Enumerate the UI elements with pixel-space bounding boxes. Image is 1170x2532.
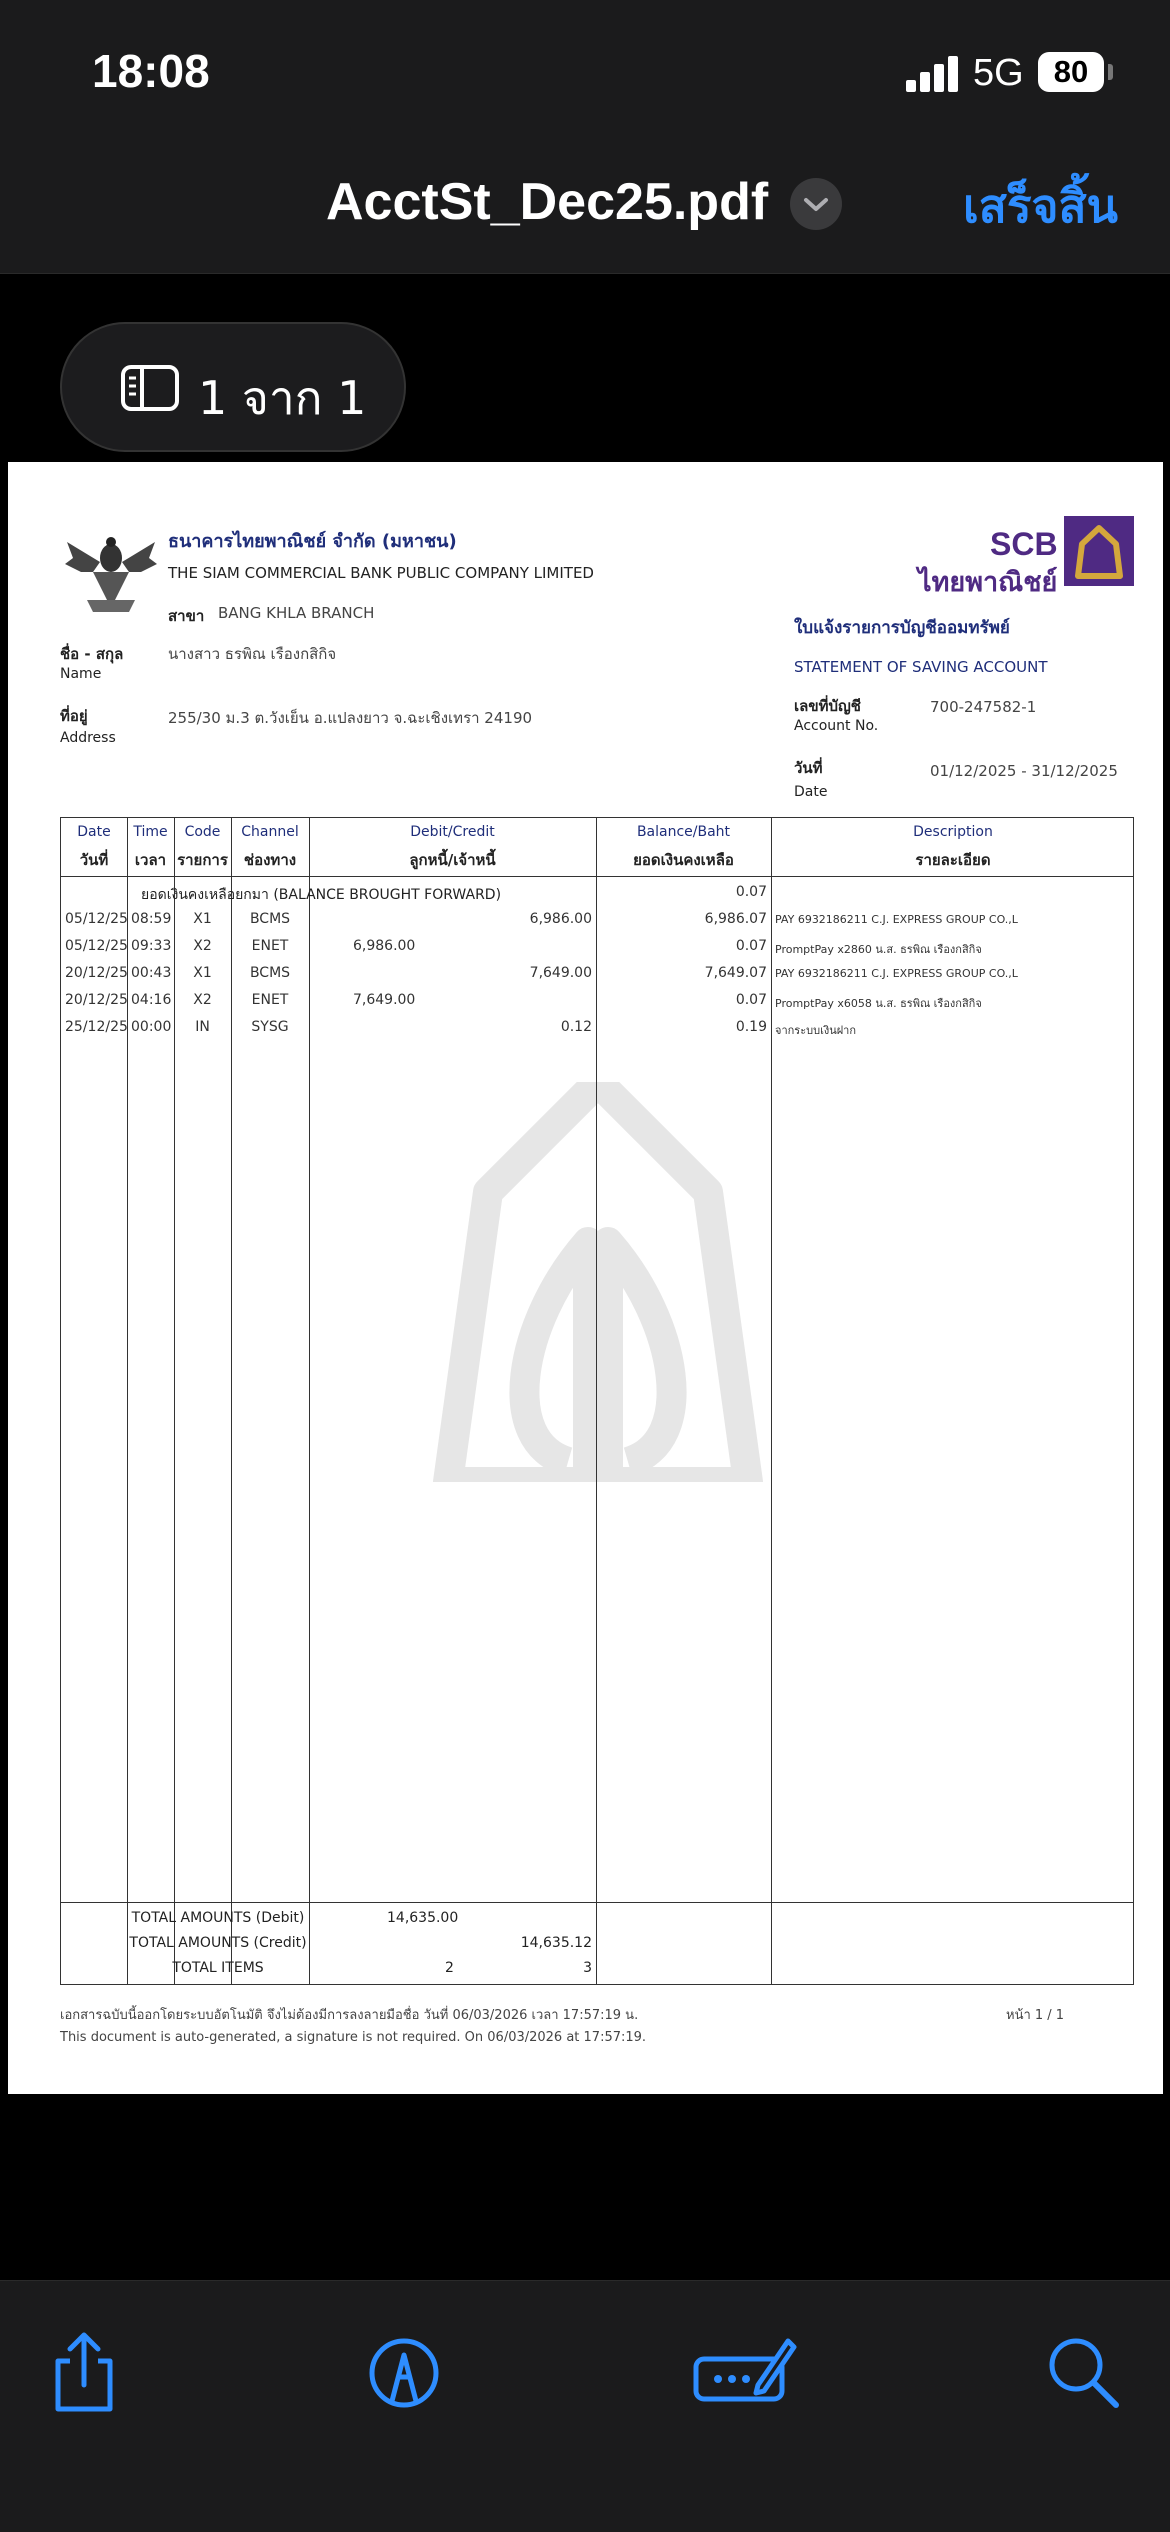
battery-icon: 80 [1038,52,1104,92]
col-header-date-th: วันที่ [79,851,109,869]
row-date: 20/12/25 [65,992,128,1008]
status-bar [0,0,1170,130]
row-date: 05/12/25 [65,938,128,954]
row-description: PAY 6932186211 C.J. EXPRESS GROUP CO.,L [775,967,1018,980]
date-label-th: วันที่ [794,759,823,777]
name-value: นางสาว ธรพิณ เรืองกสิกิจ [168,645,337,663]
col-header-channel-th: ช่องทาง [243,851,297,869]
total-items-credit: 3 [583,1960,592,1976]
row-channel: ENET [251,938,289,954]
row-credit: 0.12 [560,1019,592,1035]
scb-logo-text: SCB [990,526,1058,562]
row-date: 20/12/25 [65,965,128,981]
col-header-code: Code [184,824,221,840]
bank-name-en: THE SIAM COMMERCIAL BANK PUBLIC COMPANY LIMITED [168,564,594,582]
scb-logo-icon [1064,516,1134,586]
garuda-emblem-icon [63,528,159,616]
row-time: 09:33 [131,938,172,954]
total-credit-label: TOTAL AMOUNTS (Credit) [129,1935,307,1951]
account-label-th: เลขที่บัญชี [794,697,861,715]
col-header-channel: Channel [241,824,299,840]
total-debit-label: TOTAL AMOUNTS (Debit) [131,1910,305,1926]
row-date: 05/12/25 [65,911,128,927]
account-number: 700-247582-1 [930,698,1037,716]
scb-logo-text-th: ไทยพาณิชย์ [918,567,1058,598]
total-items-debit: 2 [445,1960,454,1976]
pdf-page [8,462,1163,2094]
sidebar-icon [120,364,180,412]
statement-title-en: STATEMENT OF SAVING ACCOUNT [794,658,1048,676]
status-time: 18:08 [92,45,210,97]
footer-note-th: เอกสารฉบับนี้ออกโดยระบบอัตโนมัติ จึงไม่ต้องมีการลงลายมือชื่อ วันที่ 06/03/2026 เวลา 17:57:19 น. [60,2008,639,2023]
branch-label: สาขา [168,607,205,625]
row-balance: 7,649.07 [704,965,767,981]
row-time: 08:59 [131,911,172,927]
chevron-down-icon[interactable] [790,178,842,230]
brought-forward-label: ยอดเงินคงเหลือยกมา (BALANCE BROUGHT FORWARD) [141,887,502,903]
row-time: 00:00 [131,1019,172,1035]
total-debit-value: 14,635.00 [387,1910,459,1926]
battery-cap [1108,64,1113,80]
row-channel: BCMS [249,965,291,981]
row-time: 00:43 [131,965,172,981]
document-title[interactable]: AcctSt_Dec25.pdf [326,173,769,231]
done-button[interactable]: เสร็จสิ้น [963,179,1118,233]
col-header-balance: Balance/Baht [636,824,731,840]
row-debit: 6,986.00 [353,938,416,954]
page-number: หน้า 1 / 1 [1006,2008,1065,2023]
bottom-toolbar [0,2280,1170,2532]
row-code: X2 [193,938,212,954]
row-date: 25/12/25 [65,1019,128,1035]
name-label-th: ชื่อ - สกุล [60,645,124,663]
cellular-signal-icon [906,54,960,92]
share-icon[interactable] [36,2325,132,2421]
col-header-description-th: รายละเอียด [915,851,991,869]
row-balance: 0.19 [735,1019,767,1035]
row-balance: 6,986.07 [704,911,767,927]
row-code: X2 [193,992,212,1008]
statement-period: 01/12/2025 - 31/12/2025 [930,762,1118,780]
markup-icon[interactable] [356,2325,452,2421]
row-code: IN [195,1019,210,1035]
network-type: 5G [973,52,1024,94]
footer-note-en: This document is auto-generated, a signature is not required. On 06/03/2026 at 17:57:19. [60,2030,647,2045]
row-code: X1 [193,911,212,927]
row-debit: 7,649.00 [353,992,416,1008]
account-label-en: Account No. [794,718,879,734]
col-header-time: Time [133,824,168,840]
total-items-label: TOTAL ITEMS [172,1960,264,1976]
col-header-code-th: รายการ [177,851,228,869]
nav-bar [0,130,1170,274]
col-header-description: Description [913,824,993,840]
col-header-debit-credit: Debit/Credit [410,824,495,840]
col-header-balance-th: ยอดเงินคงเหลือ [633,851,734,869]
search-icon[interactable] [1036,2325,1132,2421]
row-balance: 0.07 [735,938,767,954]
row-description: PromptPay x6058 น.ส. ธรพิณ เรืองกสิกิจ [775,997,982,1010]
row-credit: 6,986.00 [529,911,592,927]
row-balance: 0.07 [735,992,767,1008]
bank-name-th: ธนาคารไทยพาณิชย์ จำกัด (มหาชน) [168,531,457,552]
date-label-en: Date [794,784,828,800]
address-label-en: Address [60,730,116,746]
row-code: X1 [193,965,212,981]
row-description: PromptPay x2860 น.ส. ธรพิณ เรืองกสิกิจ [775,943,982,956]
row-channel: BCMS [249,911,291,927]
row-time: 04:16 [131,992,172,1008]
col-header-debit-credit-th: ลูกหนี้/เจ้าหนี้ [409,851,496,869]
col-header-time-th: เวลา [134,851,167,869]
col-header-date: Date [77,824,111,840]
brought-forward-balance: 0.07 [735,884,767,900]
row-channel: ENET [251,992,289,1008]
row-description: PAY 6932186211 C.J. EXPRESS GROUP CO.,L [775,913,1018,926]
signature-icon[interactable] [690,2325,800,2421]
statement-title-th: ใบแจ้งรายการบัญชีออมทรัพย์ [794,618,1010,638]
row-credit: 7,649.00 [529,965,592,981]
row-channel: SYSG [251,1019,289,1035]
page-indicator-label: 1 จาก 1 [198,371,367,425]
name-label-en: Name [60,666,102,682]
row-description: จากระบบเงินฝาก [775,1024,856,1037]
page-indicator[interactable] [60,322,406,452]
total-credit-value: 14,635.12 [520,1935,592,1951]
address-label-th: ที่อยู่ [60,707,88,725]
branch-value: BANG KHLA BRANCH [218,604,375,622]
address-value: 255/30 ม.3 ต.วังเย็น อ.แปลงยาว จ.ฉะเชิงเทรา 24190 [168,709,533,727]
statement-table [60,817,1134,1985]
